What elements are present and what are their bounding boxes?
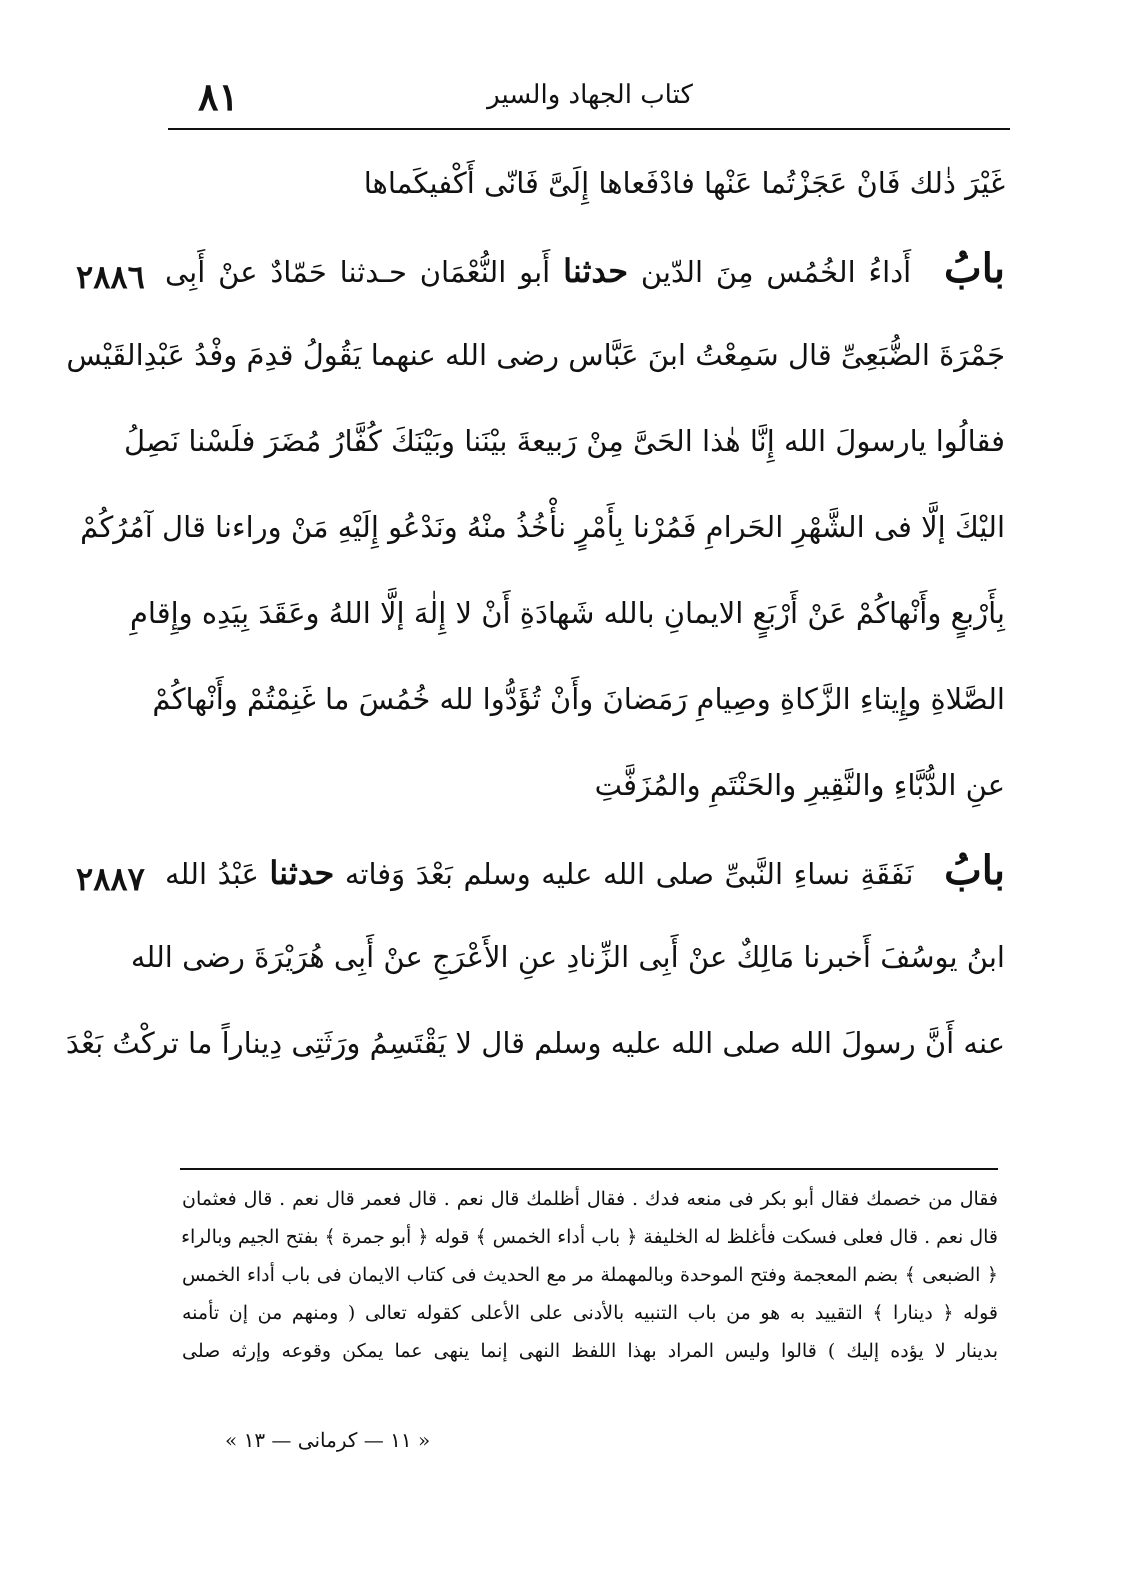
printer-signature: « ١١ — كرمانى — ١٣ » — [225, 1428, 431, 1452]
footnote-line-2: قال نعم . قال فعلى فسكت فأغلظ له الخليفة ﴿ باب أداء الخمس ﴾ قوله ﴿ أبو جمرة ﴾ بفتح الجيم وبالراء — [181, 1226, 998, 1248]
running-title: كتاب الجهاد والسير — [487, 80, 693, 110]
footnote-rule — [180, 1168, 998, 1170]
text-line-2 — [165, 226, 1005, 312]
hadith-number-2887: ٢٨٨٧ — [76, 860, 145, 898]
chapter-title: نَفَقَةِ نساءِ النَّبىِّ صلى الله عليه وسلم بَعْدَ وَفاته — [344, 857, 914, 891]
text-line-11: عنه أَنَّ رسولَ الله صلى الله عليه وسلم قال لا يَقْتَسِمُ ورَثَتِى دِيناراً ما تركْتُ بَعْدَ — [65, 1026, 1005, 1060]
isnad-text: عَبْدُ الله — [165, 857, 259, 891]
text-line-1: غَيْرَ ذٰلك فَانْ عَجَزْتُما عَنْها فادْفَعاها إِلَىَّ فَانّى أَكْفيكَماها — [363, 166, 1005, 200]
page-header — [170, 70, 1010, 126]
text-line-6: بِأَرْبعٍ وأَنْهاكُمْ عَنْ أَرْبَعٍ الايمانِ بالله شَهادَةِ أَنْ لا إِلٰهَ إلَّا اللهُ وعَقَدَ بِيَدِه وإِقامِ — [129, 596, 1005, 630]
footnote-line-5: بدينار لا يؤده إليك ) قالوا وليس المراد بهذا اللفظ النهى إنما ينهى عما يمكن وقوعه وإرثه صلى — [182, 1340, 998, 1362]
chapter-title: أَداءُ الخُمُس مِنَ الدّين — [640, 255, 912, 289]
haddathana-marker: حدثنا — [563, 252, 628, 290]
chapter-heading-bab: بابُ — [944, 245, 1006, 292]
footnote-line-4: قوله ﴿ دينارا ﴾ التقييد به هو من باب التنبيه بالأدنى على الأعلى كقوله تعالى ( ومنهم من إن تأمنه — [182, 1302, 998, 1324]
text-line-3: جَمْرَةَ الضُّبَعِىِّ قال سَمِعْتُ ابنَ عَبَّاس رضى الله عنهما يَقُولُ قدِمَ وفْدُ عَبْدِالقَيْس — [66, 338, 1005, 372]
footnote-line-1: فقال من خصمك فقال أبو بكر فى منعه فدك . فقال أظلمك قال نعم . قال فعمر قال نعم . قال فعثمان — [182, 1188, 998, 1210]
page-number: ٨١ — [198, 74, 239, 119]
text-line-10: ابنُ يوسُفَ أَخبرنا مَالِكٌ عنْ أَبِى الزِّنادِ عنِ الأَعْرَجِ عنْ أَبِى هُرَيْرَةَ رضى الله — [130, 940, 1005, 974]
text-line-4: فقالُوا يارسولَ الله إِنَّا هٰذا الحَىَّ مِنْ رَبيعةَ بيْنَنا وبَيْنَكَ كُفَّارُ مُضَرَ فلَسْنا نَصِلُ — [124, 424, 1005, 458]
text-line-9 — [165, 828, 1005, 914]
footnotes — [182, 1180, 998, 1370]
hadith-number-2886: ٢٨٨٦ — [76, 258, 145, 296]
haddathana-marker: حدثنا — [269, 854, 335, 892]
isnad-text: أَبو النُّعْمَان حـدثنا حَمّادٌ عنْ أَبِى — [165, 255, 551, 289]
footnote-line-3: ﴿ الضبعى ﴾ بضم المعجمة وفتح الموحدة وبالمهملة مر مع الحديث فى كتاب الايمان فى باب أداء الخمس — [182, 1264, 998, 1286]
text-line-5: اليْكَ إلَّا فى الشَّهْرِ الحَرامِ فَمُرْنا بِأَمْرٍ نأْخُذُ منْهُ ونَدْعُو إِلَيْهِ مَنْ وراءنا قال آمُرُكُمْ — [80, 510, 1005, 544]
header-rule — [168, 128, 1010, 130]
text-line-8: عنِ الدُّبَّاءِ والنَّقِيرِ والحَنْتَمِ والمُزَفَّتِ — [594, 768, 1005, 802]
chapter-heading-bab: بابُ — [944, 847, 1006, 894]
text-line-7: الصَّلاةِ وإِيتاءِ الزَّكاةِ وصِيامِ رَمَضانَ وأَنْ تُؤَدُّوا لله خُمُسَ ما غَنِمْتُمْ وأَنْهاكُمْ — [152, 682, 1005, 716]
